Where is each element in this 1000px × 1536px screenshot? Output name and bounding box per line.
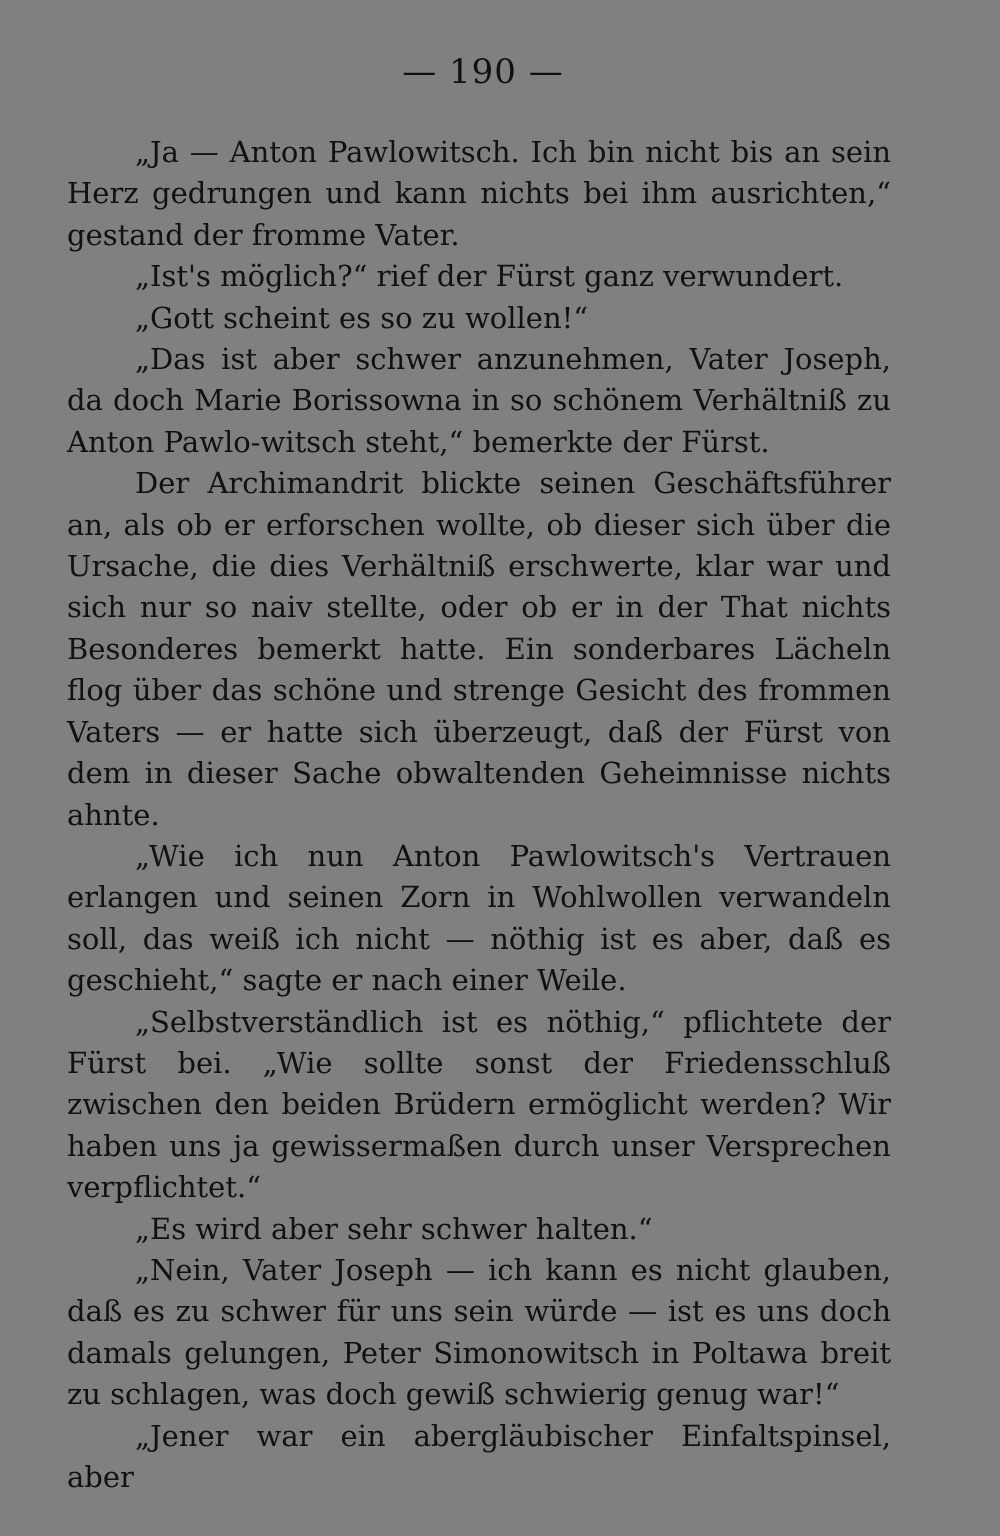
paragraph: „Ja — Anton Pawlowitsch. Ich bin nicht bis an sein Herz gedrungen und kann nichts bei ihm ausrichten,“ gestand der fromme Vater. (67, 135, 891, 252)
paragraph: „Ist's möglich?“ rief der Fürst ganz verwundert. (135, 259, 844, 294)
paragraph: „Das ist aber schwer anzunehmen, Vater Joseph, da doch Marie Borissowna in so schönem Verhältniß zu Anton Pawlo-witsch steht,“ bemerkte der Fürst. (67, 342, 891, 459)
paragraph: „Gott scheint es so zu wollen!“ (135, 300, 589, 335)
body-text (67, 132, 891, 1498)
paragraph: „Jener war ein abergläubischer Einfaltspinsel, aber (67, 1418, 891, 1494)
paragraph: „Nein, Vater Joseph — ich kann es nicht glauben, daß es zu schwer für uns sein würde — ist es uns doch damals gelungen, Peter Simonowitsch in Poltawa breit zu schlagen, was doch gewiß schwierig genug war!“ (67, 1252, 891, 1412)
paragraph: Der Archimandrit blickte seinen Geschäftsführer an, als ob er erforschen wollte, ob dieser sich über die Ursache, die dies Verhältniß erschwerte, klar war und sich nur so naiv stellte, oder ob er in der That nichts Besonderes bemerkt hatte. Ein sonderbares Lächeln flog über das schöne und strenge Gesicht des frommen Vaters — er hatte sich überzeugt, daß der Fürst von dem in dieser Sache obwaltenden Geheimnisse nichts ahnte. (67, 466, 891, 832)
paragraph: „Es wird aber sehr schwer halten.“ (135, 1211, 653, 1246)
page-number: — 190 — (402, 52, 564, 92)
paragraph: „Wie ich nun Anton Pawlowitsch's Vertrauen erlangen und seinen Zorn in Wohlwollen verwandeln soll, das weiß ich nicht — nöthig ist es aber, daß es geschieht,“ sagte er nach einer Weile. (67, 838, 891, 998)
paragraph: „Selbstverständlich ist es nöthig,“ pflichtete der Fürst bei. „Wie sollte sonst der Friedensschluß zwischen den beiden Brüdern ermöglicht werden? Wir haben uns ja gewissermaßen durch unser Versprechen verpflichtet.“ (67, 1004, 891, 1205)
